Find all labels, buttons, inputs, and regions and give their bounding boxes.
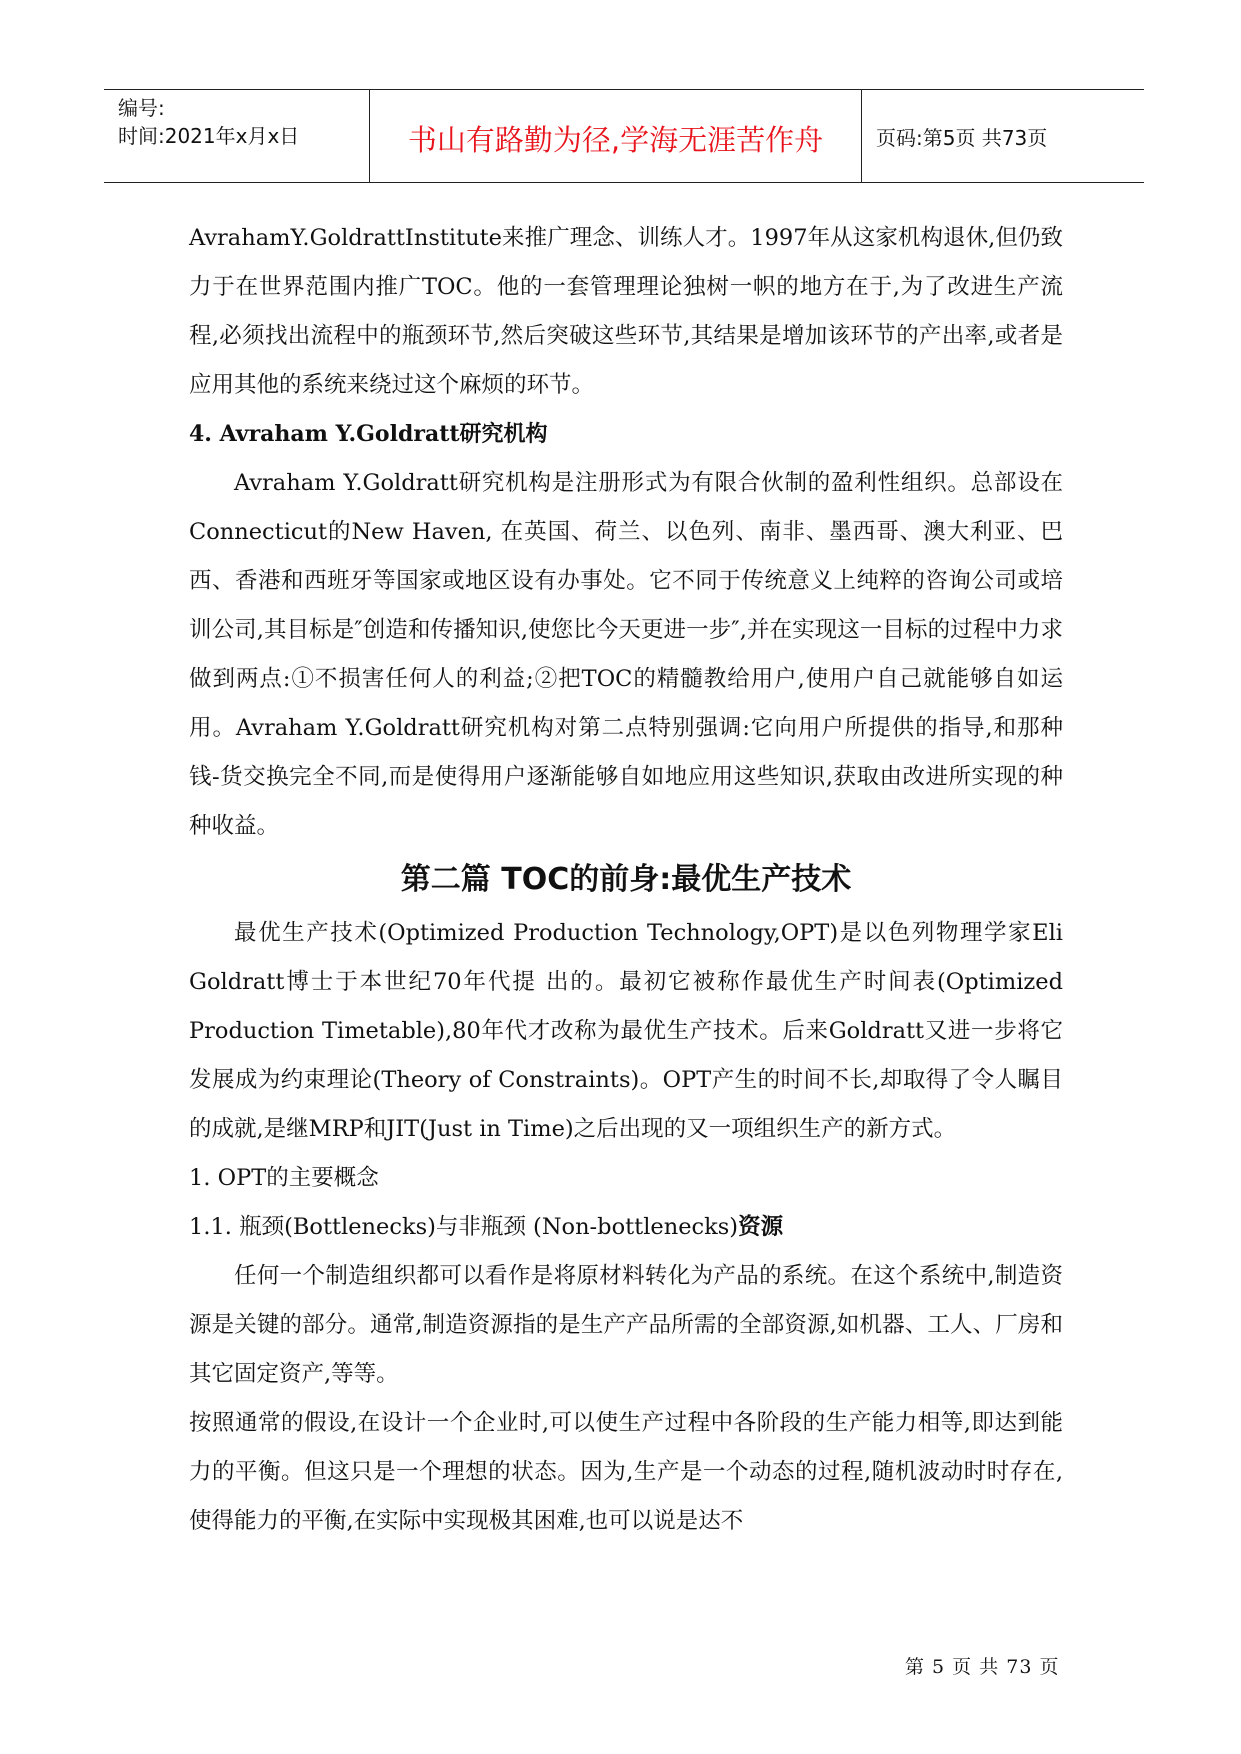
paragraph: 任何一个制造组织都可以看作是将原材料转化为产品的系统。在这个系统中,制造资源是关键的部分。通常,制造资源指的是生产产品所需的全部资源,如机器、工人、厂房和其它固定资产,等等。 — [189, 1263, 1063, 1387]
header-motto: 书山有路勤为径,学海无涯苦作舟 — [407, 123, 824, 157]
section-heading: 1. OPT的主要概念 — [189, 1165, 379, 1191]
subsection-heading-bold: 资源 — [738, 1214, 784, 1240]
chapter-title: 第二篇 TOC的前身:最优生产技术 — [400, 862, 852, 897]
header-meta — [118, 94, 368, 150]
page-footer: 第 5 页 共 73 页 — [905, 1656, 1060, 1678]
serial-label: 编号: — [118, 96, 165, 120]
header-page-label: 页码:第5页 共73页 — [876, 126, 1048, 150]
document-body — [189, 214, 1063, 1546]
paragraph: 按照通常的假设,在设计一个企业时,可以使生产过程中各阶段的生产能力相等,即达到能力的平衡。但这只是一个理想的状态。因为,生产是一个动态的过程,随机波动时时存在,使得能力的平衡,在实际中实现极其困难,也可以说是达不 — [189, 1410, 1063, 1534]
header-divider — [861, 90, 862, 182]
section-heading: 4. Avraham Y.Goldratt研究机构 — [189, 421, 548, 447]
paragraph: 最优生产技术(Optimized Production Technology,OPT)是以色列物理学家Eli Goldratt博士于本世纪70年代提 出的。最初它被称作最优生产时间表(Optimized Production Timetable),80年代才改称为最优生产技术。后来Goldratt又进一步将它发展成为约束理论(Theory of Constraints)。OPT产生的时间不长,却取得了令人瞩目 的成就,是继MRP和JIT(Just in Time)之后出现的又一项组织生产的新方式。 — [189, 920, 1063, 1142]
paragraph: AvrahamY.GoldrattInstitute来推广理念、训练人才。1997年从这家机构退休,但仍致力于在世界范围内推广TOC。他的一套管理理论独树一帜的地方在于,为了改进生产流程,必须找出流程中的瓶颈环节,然后突破这些环节,其结果是增加该环节的产出率,或者是应用其他的系统来绕过这个麻烦的环节。 — [189, 225, 1063, 398]
paragraph: Avraham Y.Goldratt研究机构是注册形式为有限合伙制的盈利性组织。总部设在Connecticut的New Haven, 在英国、荷兰、以色列、南非、墨西哥、澳大利亚、巴西、香港和西班牙等国家或地区设有办事处。它不同于传统意义上纯粹的咨询公司或培训公司,其目标是″创造和传播知识,使您比今天更进一步″,并在实现这一目标的过程中力求做到两点:①不损害任何人的利益;②把TOC的精髓教给用户,使用户自己就能够自如运用。Avraham Y.Goldratt研究机构对第二点特别强调:它向用户所提供的指导,和那种钱-货交换完全不同,而是使得用户逐渐能够自如地应用这些知识,获取由改进所实现的种种收益。 — [189, 470, 1063, 839]
time-label: 时间:2021年x月x日 — [118, 124, 300, 148]
page-header — [104, 89, 1144, 183]
subsection-heading — [189, 1203, 1063, 1252]
subsection-heading-text: 1.1. 瓶颈(Bottlenecks)与非瓶颈 (Non-bottlenecks) — [189, 1214, 739, 1240]
